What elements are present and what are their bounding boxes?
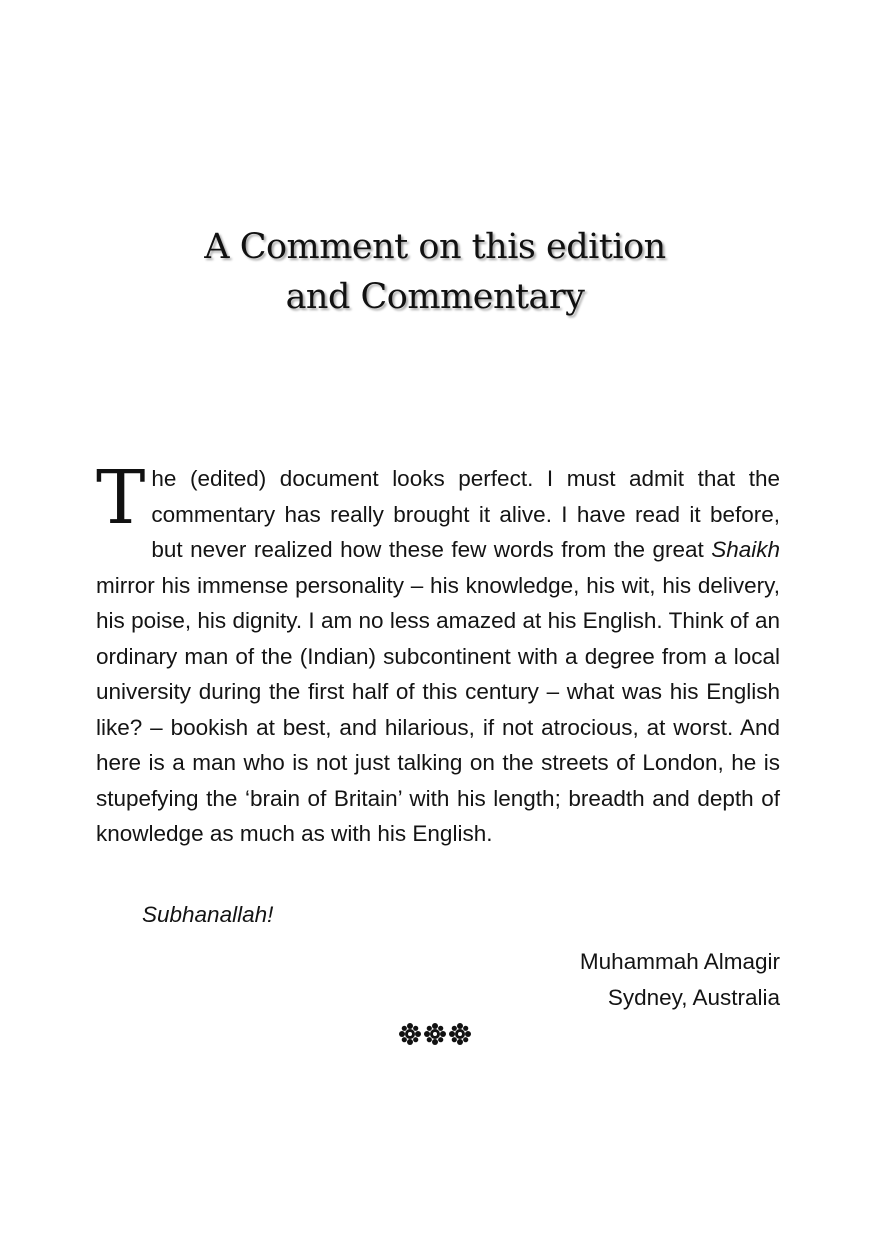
section-end-ornament	[398, 1022, 472, 1046]
title-line-2: and Commentary	[285, 277, 585, 317]
signature-location: Sydney, Australia	[607, 985, 780, 1010]
signoff: Subhanallah!	[142, 902, 274, 927]
body-text-part-2: mirror his immense personality – his knowledge, his wit, his delivery, his poise, his dignity. I am no less amazed at his English. Think of an ordinary man of the (Indian) subcontinent with a degree from a local university during the first half of this century – what was his English like? – bookish at best, and hilarious, if not atrocious, at worst. And here is a man who is not just talking on the streets of London, he is stupefying the ‘brain of Britain’ with his length; breadth and depth of knowledge as much as with his English.	[96, 572, 780, 846]
body-paragraph	[96, 455, 780, 852]
flower-ornament-icon	[423, 1022, 447, 1046]
title-line-1: A Comment on this edition	[204, 227, 666, 267]
flower-ornament-icon	[448, 1022, 472, 1046]
signature-block	[580, 944, 780, 1016]
emphasis-shaikh: Shaikh	[711, 537, 780, 562]
flower-ornament-icon	[398, 1022, 422, 1046]
page-title	[0, 222, 870, 322]
drop-cap: T	[96, 455, 146, 541]
signature-name: Muhammah Almagir	[579, 949, 780, 974]
body-text-part-1: he (edited) document looks perfect. I must admit that the commentary has really brought it alive. I have read it before, but never realized how these few words from the great	[151, 466, 780, 562]
